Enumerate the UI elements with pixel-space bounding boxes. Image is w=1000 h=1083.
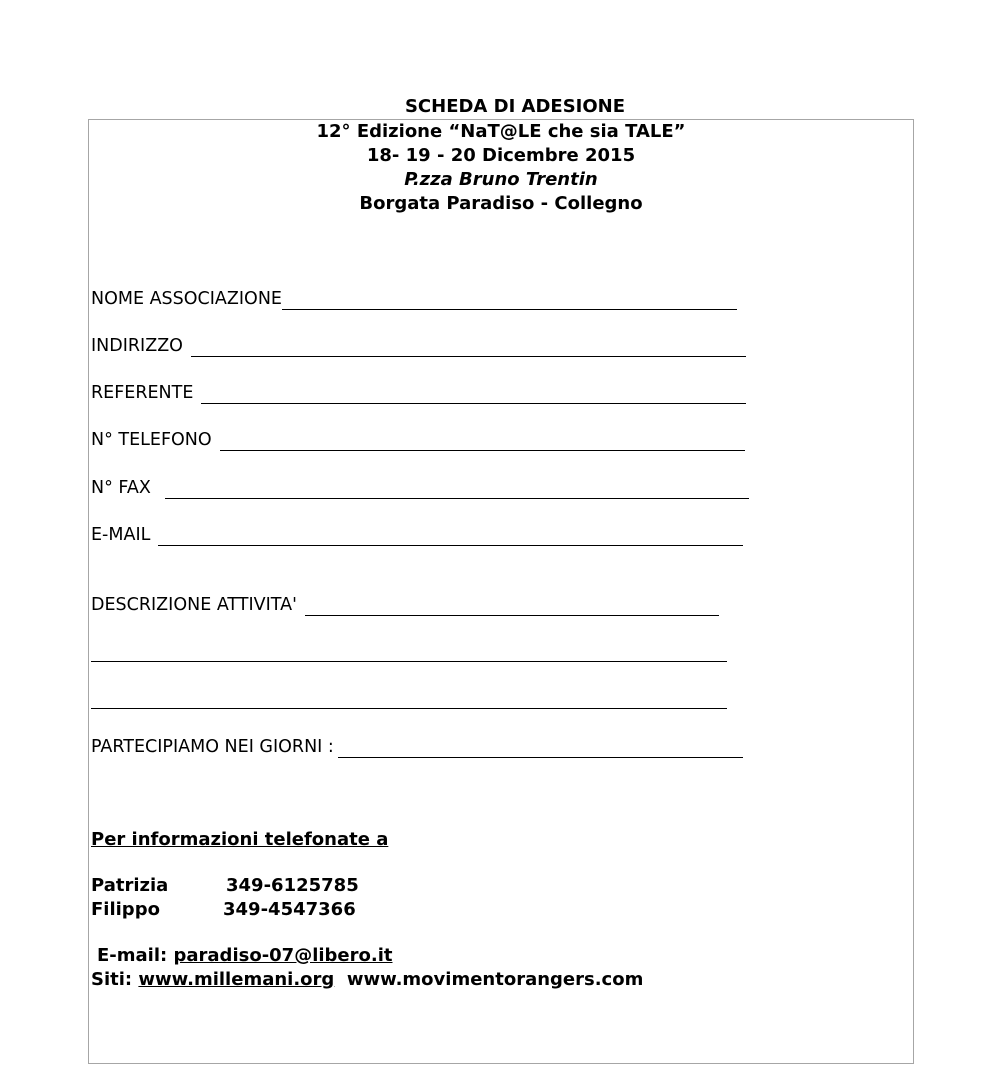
place-line: P.zza Bruno Trentin	[404, 169, 598, 190]
sites-line	[91, 969, 643, 990]
field-label: DESCRIZIONE ATTIVITA'	[91, 595, 297, 615]
fill-line[interactable]	[165, 498, 749, 499]
field-label: N° TELEFONO	[91, 430, 212, 450]
fill-line[interactable]	[338, 757, 743, 758]
descrizione-line-3[interactable]	[91, 708, 727, 709]
sites-label: Siti:	[91, 969, 133, 990]
contact-filippo	[91, 898, 356, 922]
field-descrizione[interactable]	[91, 595, 719, 615]
field-nome-associazione[interactable]	[91, 289, 737, 309]
field-email[interactable]	[91, 525, 743, 545]
location-line: Borgata Paradiso - Collegno	[359, 193, 643, 214]
contact-patrizia	[91, 874, 359, 898]
info-heading: Per informazioni telefonate a	[91, 829, 389, 850]
field-label: NOME ASSOCIAZIONE	[91, 289, 282, 309]
fill-line[interactable]	[158, 545, 743, 546]
fill-line[interactable]	[201, 403, 746, 404]
dates-line: 18- 19 - 20 Dicembre 2015	[366, 145, 636, 166]
edition-line: 12° Edizione “NaT@LE che sia TALE”	[316, 121, 686, 142]
site-link-movimentorangers[interactable]: www.movimentorangers.com	[346, 969, 644, 990]
contact-name: Patrizia	[91, 875, 169, 896]
fill-line[interactable]	[305, 615, 719, 616]
descrizione-line-2[interactable]	[91, 661, 727, 662]
fill-line[interactable]	[220, 450, 745, 451]
fill-line[interactable]	[191, 356, 746, 357]
site-link-millemani[interactable]: www.millemani.org	[138, 969, 335, 990]
field-label: N° FAX	[91, 478, 151, 498]
email-line	[97, 945, 393, 966]
email-link[interactable]: paradiso-07@libero.it	[173, 945, 393, 966]
form-frame	[88, 119, 914, 1064]
field-telefono[interactable]	[91, 430, 745, 450]
field-label: REFERENTE	[91, 383, 194, 403]
contact-phone: 349-6125785	[226, 875, 359, 896]
field-giorni[interactable]	[91, 737, 743, 757]
email-label: E-mail:	[97, 945, 168, 966]
form-title: SCHEDA DI ADESIONE	[404, 96, 626, 117]
field-referente[interactable]	[91, 383, 746, 403]
field-label: E-MAIL	[91, 525, 151, 545]
field-indirizzo[interactable]	[91, 336, 746, 356]
contact-name: Filippo	[91, 899, 160, 920]
contact-phone: 349-4547366	[223, 899, 356, 920]
field-label: PARTECIPIAMO NEI GIORNI :	[91, 737, 334, 757]
fill-line[interactable]	[282, 309, 737, 310]
field-fax[interactable]	[91, 478, 749, 498]
field-label: INDIRIZZO	[91, 336, 183, 356]
